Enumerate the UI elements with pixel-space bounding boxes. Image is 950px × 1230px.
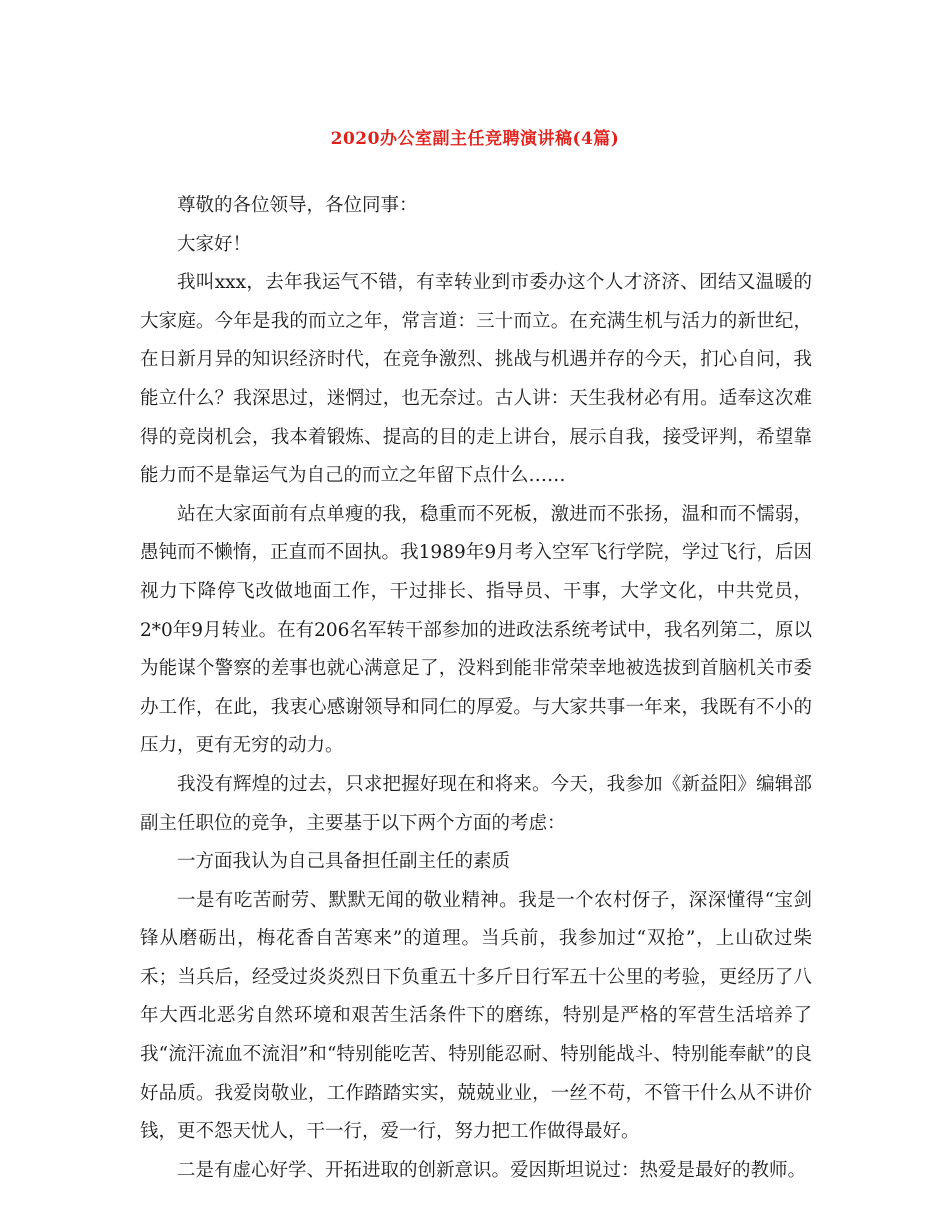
paragraph-intro: 我叫xxx，去年我运气不错，有幸转业到市委办这个人才济济、团结又温暖的大家庭。今年是我的而立之年，常言道：三十而立。在充满生机与活力的新世纪，在日新月异的知识经济时代，在竞争激烈、挑战与机遇并存的今天，扪心自问，我能立什么？我深思过，迷惘过，也无奈过。古人讲：天生我材必有用。适奉这次难得的竞岗机会，我本着锻炼、提高的目的走上讲台，展示自我，接受评判，希望靠能力而不是靠运气为自己的而立之年留下点什么…… [140,272,812,487]
paragraph-background: 站在大家面前有点单瘦的我，稳重而不死板，激进而不张扬，温和而不懦弱，愚钝而不懒惰，正直而不固执。我1989年9月考入空军飞行学院，学过飞行，后因视力下降停飞改做地面工作，干过排长、指导员、干事，大学文化，中共党员，2*0年9月转业。在有206名军转干部参加的进政法系统考试中，我名列第二，原以为能谋个警察的差事也就心满意足了，没料到能非常荣幸地被选拔到首脑机关市委办工作，在此，我衷心感谢领导和同仁的厚爱。与大家共事一年来，我既有不小的压力，更有无穷的动力。 [140,503,812,757]
document-body [140,187,812,1190]
paragraph-section-heading: 一方面我认为自己具备担任副主任的素质 [177,851,511,873]
paragraph-greeting: 尊敬的各位领导，各位同事： [177,195,418,216]
paragraph-point-two: 二是有虚心好学、开拓进取的创新意识。爱因斯坦说过：热爱是最好的教师。 [177,1159,807,1181]
paragraph-hello: 大家好！ [177,233,252,255]
paragraph-motivation: 我没有辉煌的过去，只求把握好现在和将来。今天，我参加《新益阳》编辑部副主任职位的竞争，主要基于以下两个方面的考虑： [140,773,812,834]
document-title: 2020办公室副主任竞聘演讲稿(4篇) [330,129,620,149]
paragraph-point-one: 一是有吃苦耐劳、默默无闻的敬业精神。我是一个农村伢子，深深懂得“宝剑锋从磨砺出，梅花香自苦寒来”的道理。当兵前，我参加过“双抢”，上山砍过柴禾；当兵后，经受过炎炎烈日下负重五十多斤日行军五十公里的考验，更经历了八年大西北恶劣自然环境和艰苦生活条件下的磨练，特别是严格的军营生活培养了我“流汗流血不流泪”和“特别能吃苦、特别能忍耐、特别能战斗、特别能奉献”的良好品质。我爱岗敬业，工作踏踏实实，兢兢业业，一丝不苟，不管干什么从不讲价钱，更不怨天忧人，干一行，爱一行，努力把工作做得最好。 [140,889,812,1143]
